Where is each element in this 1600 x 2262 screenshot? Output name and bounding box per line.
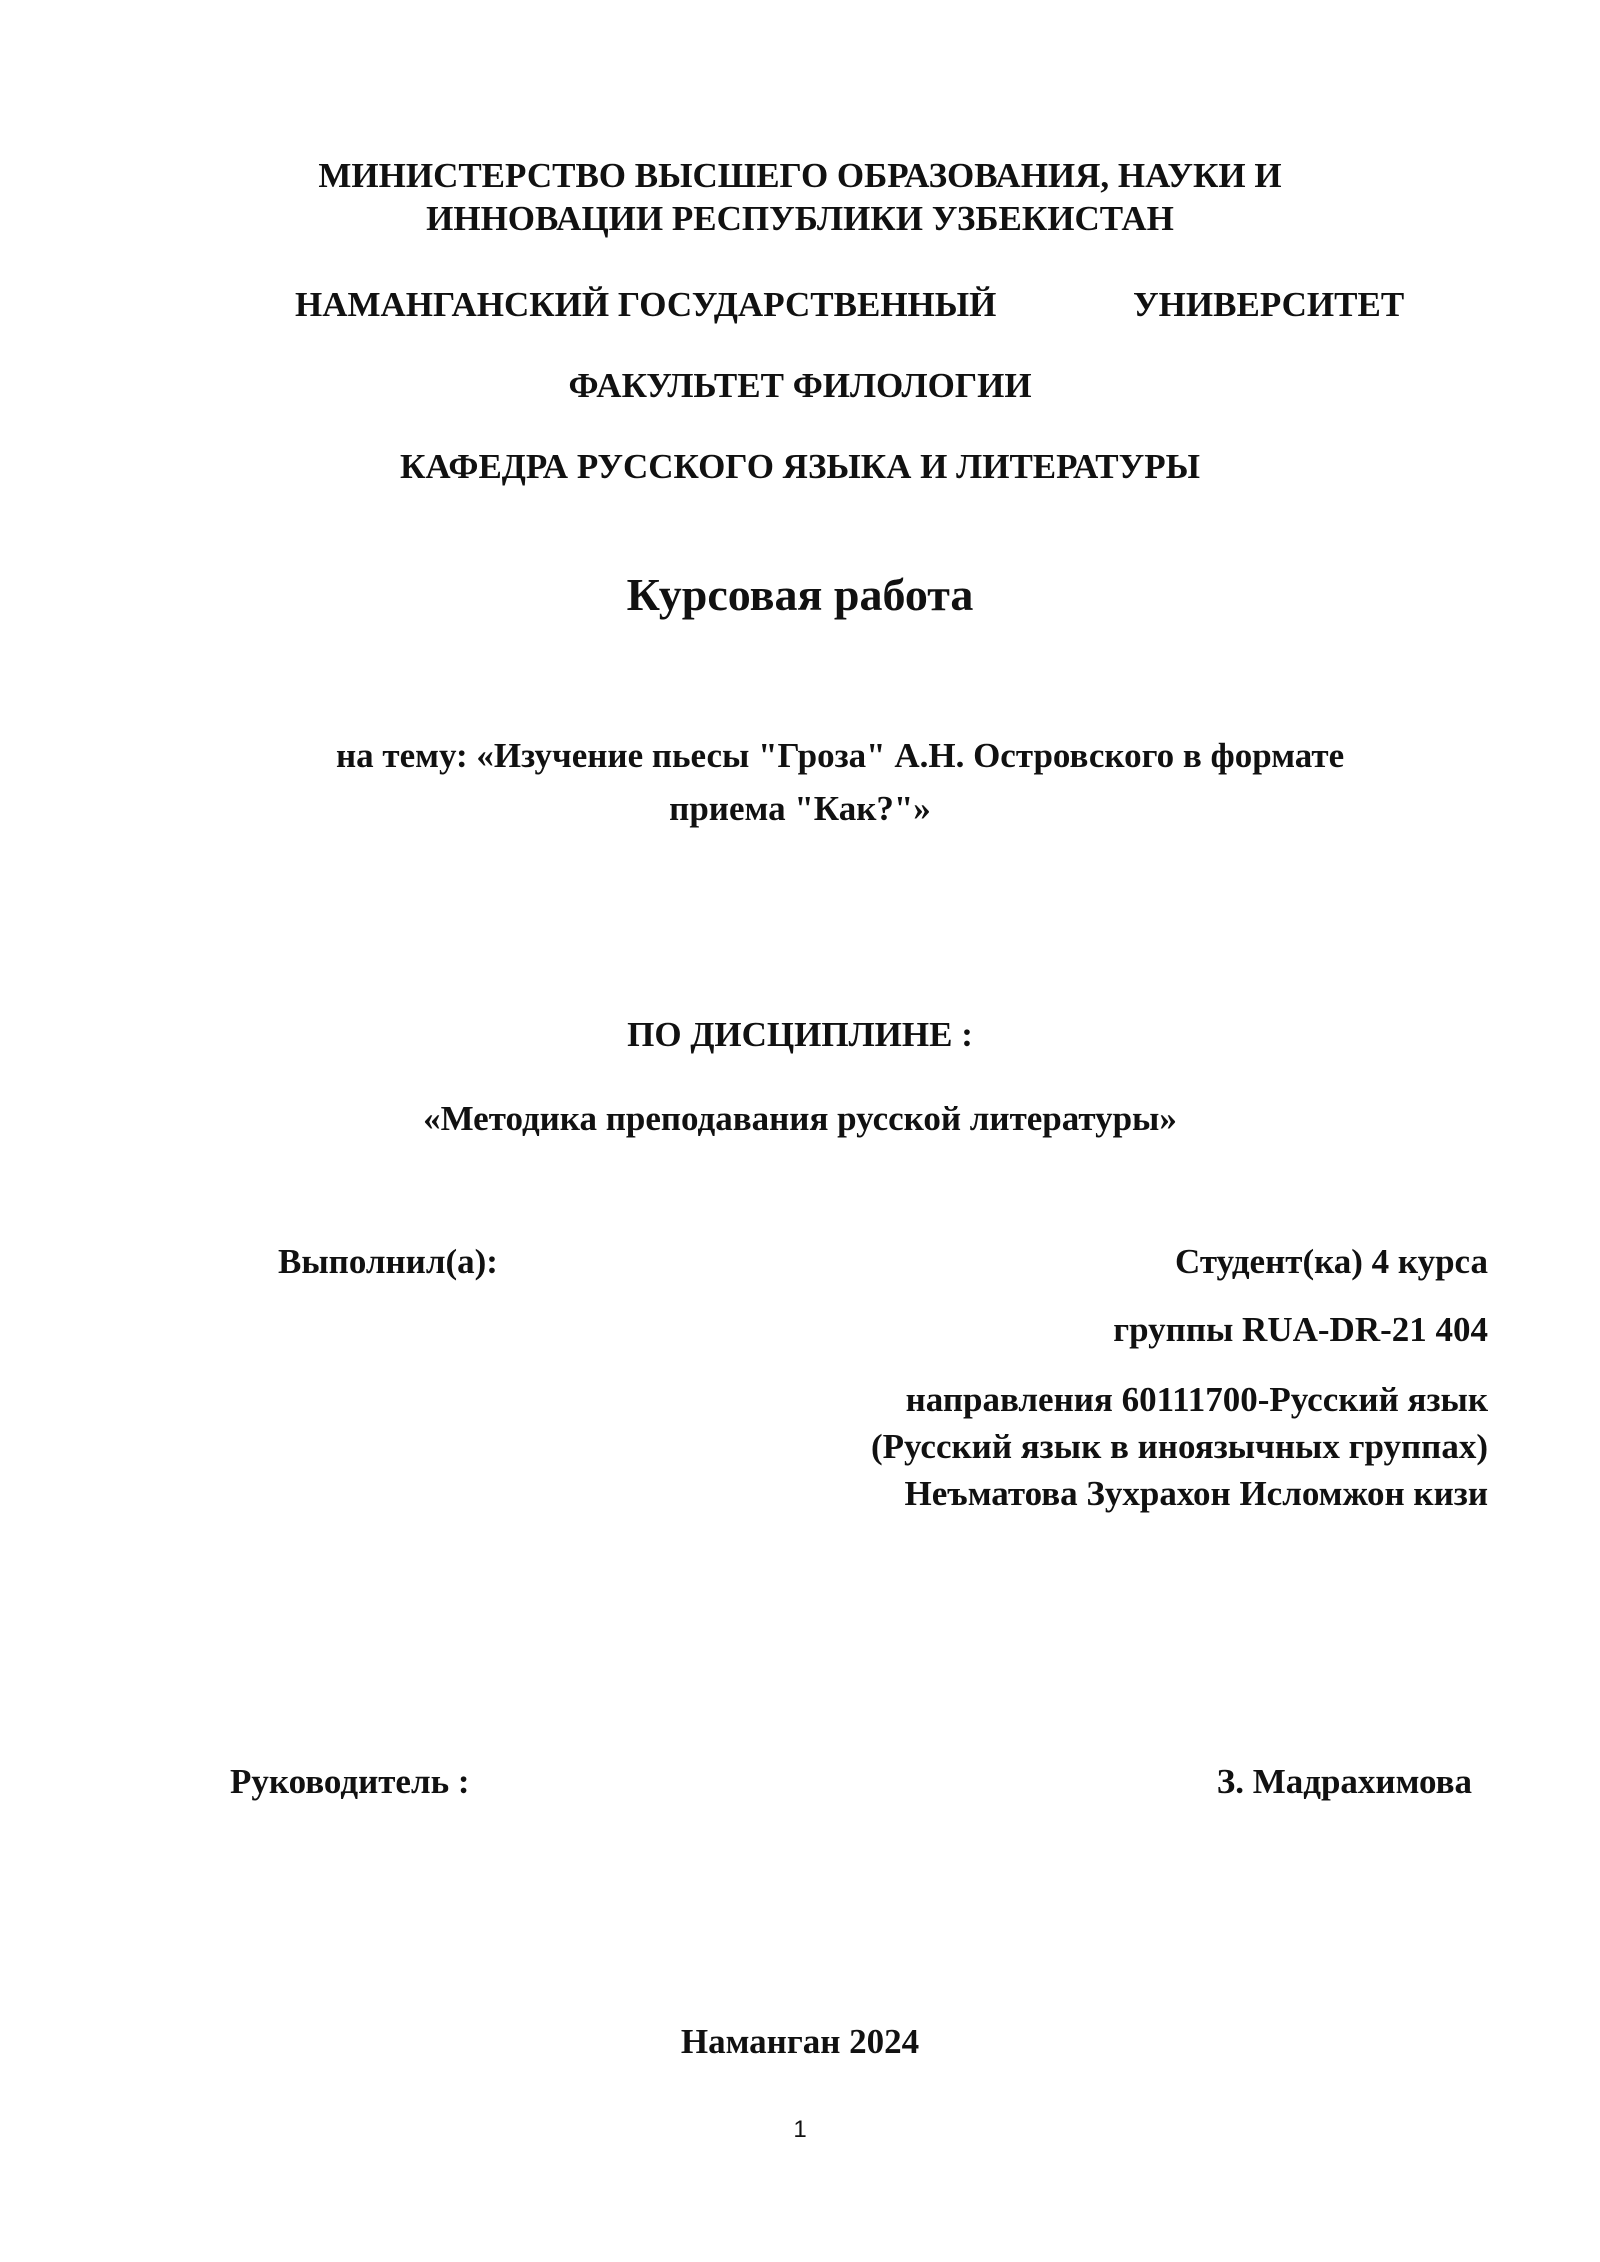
page-number: 1: [793, 2116, 807, 2143]
discipline-name: «Методика преподавания русской литературы»: [423, 1099, 1177, 1138]
faculty-name: ФАКУЛЬТЕТ ФИЛОЛОГИИ: [568, 366, 1032, 405]
topic-line-2: приема "Как?"»: [669, 789, 931, 828]
city-year: Наманган 2024: [680, 2022, 920, 2061]
ministry-heading-line-1: МИНИСТЕРСТВО ВЫСШЕГО ОБРАЗОВАНИЯ, НАУКИ И: [318, 156, 1282, 195]
university-name-part-2: УНИВЕРСИТЕТ: [1133, 285, 1405, 324]
university-name-part-1: НАМАНГАНСКИЙ ГОСУДАРСТВЕННЫЙ: [295, 285, 997, 324]
author-name: Неъматова Зухрахон Исломжон кизи: [904, 1474, 1488, 1513]
author-course: Студент(ка) 4 курса: [1175, 1242, 1488, 1281]
author-label: Выполнил(а):: [278, 1242, 498, 1281]
supervisor-name: З. Мадрахимова: [1216, 1762, 1472, 1801]
discipline-label: ПО ДИСЦИПЛИНЕ :: [627, 1015, 973, 1054]
department-name: КАФЕДРА РУССКОГО ЯЗЫКА И ЛИТЕРАТУРЫ: [399, 447, 1201, 486]
work-type-title: Курсовая работа: [626, 569, 974, 620]
author-group: группы RUA-DR-21 404: [1113, 1310, 1488, 1349]
supervisor-label: Руководитель :: [230, 1762, 470, 1801]
ministry-heading-line-2: ИННОВАЦИИ РЕСПУБЛИКИ УЗБЕКИСТАН: [426, 199, 1174, 238]
author-specialization: (Русский язык в иноязычных группах): [870, 1427, 1488, 1466]
topic-line-1: на тему: «Изучение пьесы "Гроза" А.Н. Островского в формате: [336, 736, 1345, 775]
author-direction: направления 60111700-Русский язык: [905, 1380, 1488, 1419]
